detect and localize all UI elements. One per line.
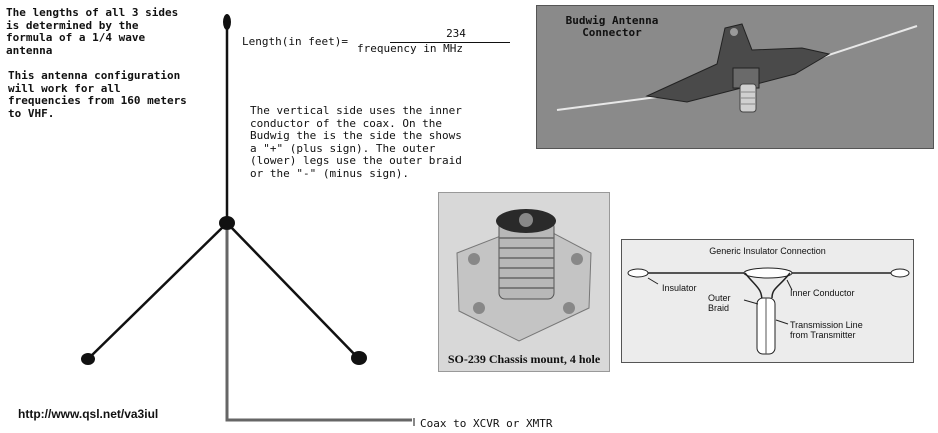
label-outer-braid: Outer Braid (708, 293, 731, 313)
budwig-title: Budwig Antenna Connector (565, 14, 659, 39)
insulator-illustration (622, 240, 913, 362)
vertical-side-description: The vertical side uses the inner conductor of the coax. On the Budwig the is the side the shows a "+" (plus sign). The outer (lower) legs use the outer braid or the "-" (minus sign). (250, 104, 462, 180)
insulator-connection-diagram (621, 239, 914, 363)
so239-illustration (439, 193, 609, 348)
left-leg (88, 223, 227, 359)
intro-text-frequencies: This antenna configuration will work for all frequencies from 160 meters to VHF. (8, 69, 187, 120)
insulator-title: Generic Insulator Connection (709, 246, 826, 256)
label-transmission-line: Transmission Line from Transmitter (790, 320, 863, 340)
formula-label: Length(in feet)= (242, 35, 348, 48)
formula-numerator: 234 (446, 27, 466, 40)
source-url[interactable]: http://www.qsl.net/va3iul (18, 407, 159, 421)
right-leg-tip (351, 351, 367, 365)
coax-label: Coax to XCVR or XMTR (420, 417, 553, 430)
label-insulator: Insulator (662, 283, 697, 293)
vertical-tip (223, 14, 231, 30)
budwig-illustration (537, 6, 933, 148)
right-leg (227, 223, 359, 359)
coax-line (227, 230, 412, 420)
intro-text-formula: The lengths of all 3 sides is determined by the formula of a 1/4 wave antenna (6, 6, 179, 57)
so239-chassis-photo (438, 192, 610, 372)
budwig-connector-photo (536, 5, 934, 149)
feed-point (219, 216, 235, 230)
so239-caption: SO-239 Chassis mount, 4 hole (447, 352, 601, 366)
left-leg-tip (81, 353, 95, 365)
formula-denominator: frequency in MHz (357, 42, 463, 55)
label-inner-conductor: Inner Conductor (790, 288, 855, 298)
